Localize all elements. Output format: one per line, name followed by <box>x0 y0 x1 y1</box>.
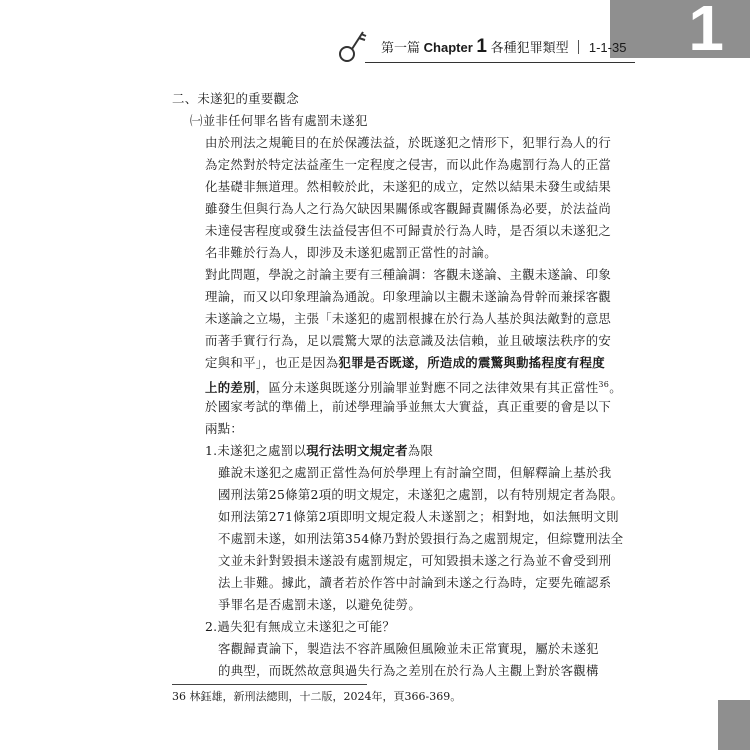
paragraph-line: 爭罪名是否處罰未遂，以避免徒勞。 <box>218 597 422 612</box>
paragraph-line: 如刑法第271條第2項即明文規定殺人未遂罰之；相對地，如法無明文則 <box>218 509 619 524</box>
paragraph-line: 雖發生但與行為人之行為欠缺因果關係或客觀歸責關係為必要，於法益尚 <box>205 201 612 216</box>
paragraph-line: 國刑法第25條第2項的明文規定，未遂犯之處罰，以有特別規定者為限。 <box>218 487 624 502</box>
paragraph-line: 對此問題，學說之討論主要有三種論調：客觀未遂論、主觀未遂論、印象 <box>205 267 612 282</box>
paragraph-line: 化基礎非無道理。然相較於此，未遂犯的成立，定然以結果未發生或結果 <box>205 179 612 194</box>
paragraph-line: 客觀歸責論下，製造法不容許風險但風險並未正常實現，屬於未遂犯 <box>218 641 599 656</box>
part-label: 第一篇 <box>381 40 421 55</box>
paragraph-line: 文並未針對毀損未遂設有處罰規定，可知毀損未遂之行為並不會受到刑 <box>218 553 612 568</box>
section-title: 二、未遂犯的重要觀念 <box>172 91 299 106</box>
chapter-title: 各種犯罪類型 <box>490 40 569 55</box>
point-1-title <box>205 440 433 462</box>
header-title <box>381 36 626 58</box>
plain-text: ，區分未遂與既遂分別論罪並對應不同之法律效果有其正當性 <box>255 380 599 396</box>
paragraph-line: 理論，而又以印象理論為通說。印象理論以主觀未遂論為骨幹而兼採客觀 <box>205 289 612 304</box>
page-header <box>335 22 627 72</box>
bold-text: 現行法明文規定者 <box>306 443 408 458</box>
header-rule <box>365 62 635 63</box>
bold-text: 犯罪是否既遂，所造成的震驚與動搖程度有程度 <box>338 355 605 370</box>
chapter-number: 1 <box>476 36 487 57</box>
paragraph-line: 不處罰未遂，如刑法第354條乃對於毀損行為之處罰規定，但綜覽刑法全 <box>218 531 624 546</box>
chapter-word: Chapter <box>423 40 473 55</box>
plain-text: 。 <box>609 380 622 396</box>
footnote-rule <box>172 684 367 685</box>
paragraph-line: 而著手實行行為，足以震驚大眾的法意識及法信賴，並且破壞法秩序的安 <box>205 333 612 348</box>
chapter-corner-tab <box>610 0 750 64</box>
paragraph-line: 未達侵害程度或發生法益侵害但不可歸責於行為人時，是否須以未遂犯之 <box>205 223 612 238</box>
paragraph-line: 兩點： <box>205 421 244 436</box>
magnifier-key-icon <box>335 26 369 70</box>
point-2-title: 2.過失犯有無成立未遂犯之可能？ <box>205 619 396 634</box>
bold-text: 上的差別 <box>205 380 256 396</box>
paragraph-line: 法上非難。據此，讀者若於作答中討論到未遂之行為時，定要先確認系 <box>218 575 612 590</box>
paragraph-line <box>205 352 605 374</box>
paragraph-line: 雖說未遂犯之處罰正當性為何於學理上有討論空間，但解釋論上基於我 <box>218 465 612 480</box>
footnote: 36 林鈺雄，新刑法總則，十二版，2024年，頁366-369。 <box>172 690 462 703</box>
paragraph-line: 為定然對於特定法益產生一定程度之侵害，而以此作為處罰行為人的正當 <box>205 157 612 172</box>
paragraph-line: 的典型，而既然故意與過失行為之差別在於行為人主觀上對於客觀構 <box>218 663 599 678</box>
side-edge-tab <box>718 700 750 750</box>
plain-text: 定與和平」，也正是因為 <box>205 355 339 370</box>
header-separator <box>578 40 579 54</box>
page-number: 1-1-35 <box>588 40 627 55</box>
paragraph-line: 於國家考試的準備上，前述學理論爭並無太大實益，真正重要的會是以下 <box>205 399 612 414</box>
paragraph-line: 由於刑法之規範目的在於保護法益，於既遂犯之情形下，犯罪行為人的行 <box>205 135 612 150</box>
footnote-ref[interactable]: 36 <box>598 380 610 389</box>
plain-text: 為限 <box>407 443 434 458</box>
paragraph-line: 未遂論之立場，主張「未遂犯的處罰根據在於行為人基於與法敵對的意思 <box>205 311 612 326</box>
plain-text: 1.未遂犯之處罰以 <box>205 443 307 458</box>
subsection-title: ㈠並非任何罪名皆有處罰未遂犯 <box>190 113 368 128</box>
paragraph-line: 名非難於行為人，即涉及未遂犯處罰正當性的討論。 <box>205 245 497 260</box>
chapter-corner-number: 1 <box>688 0 724 64</box>
